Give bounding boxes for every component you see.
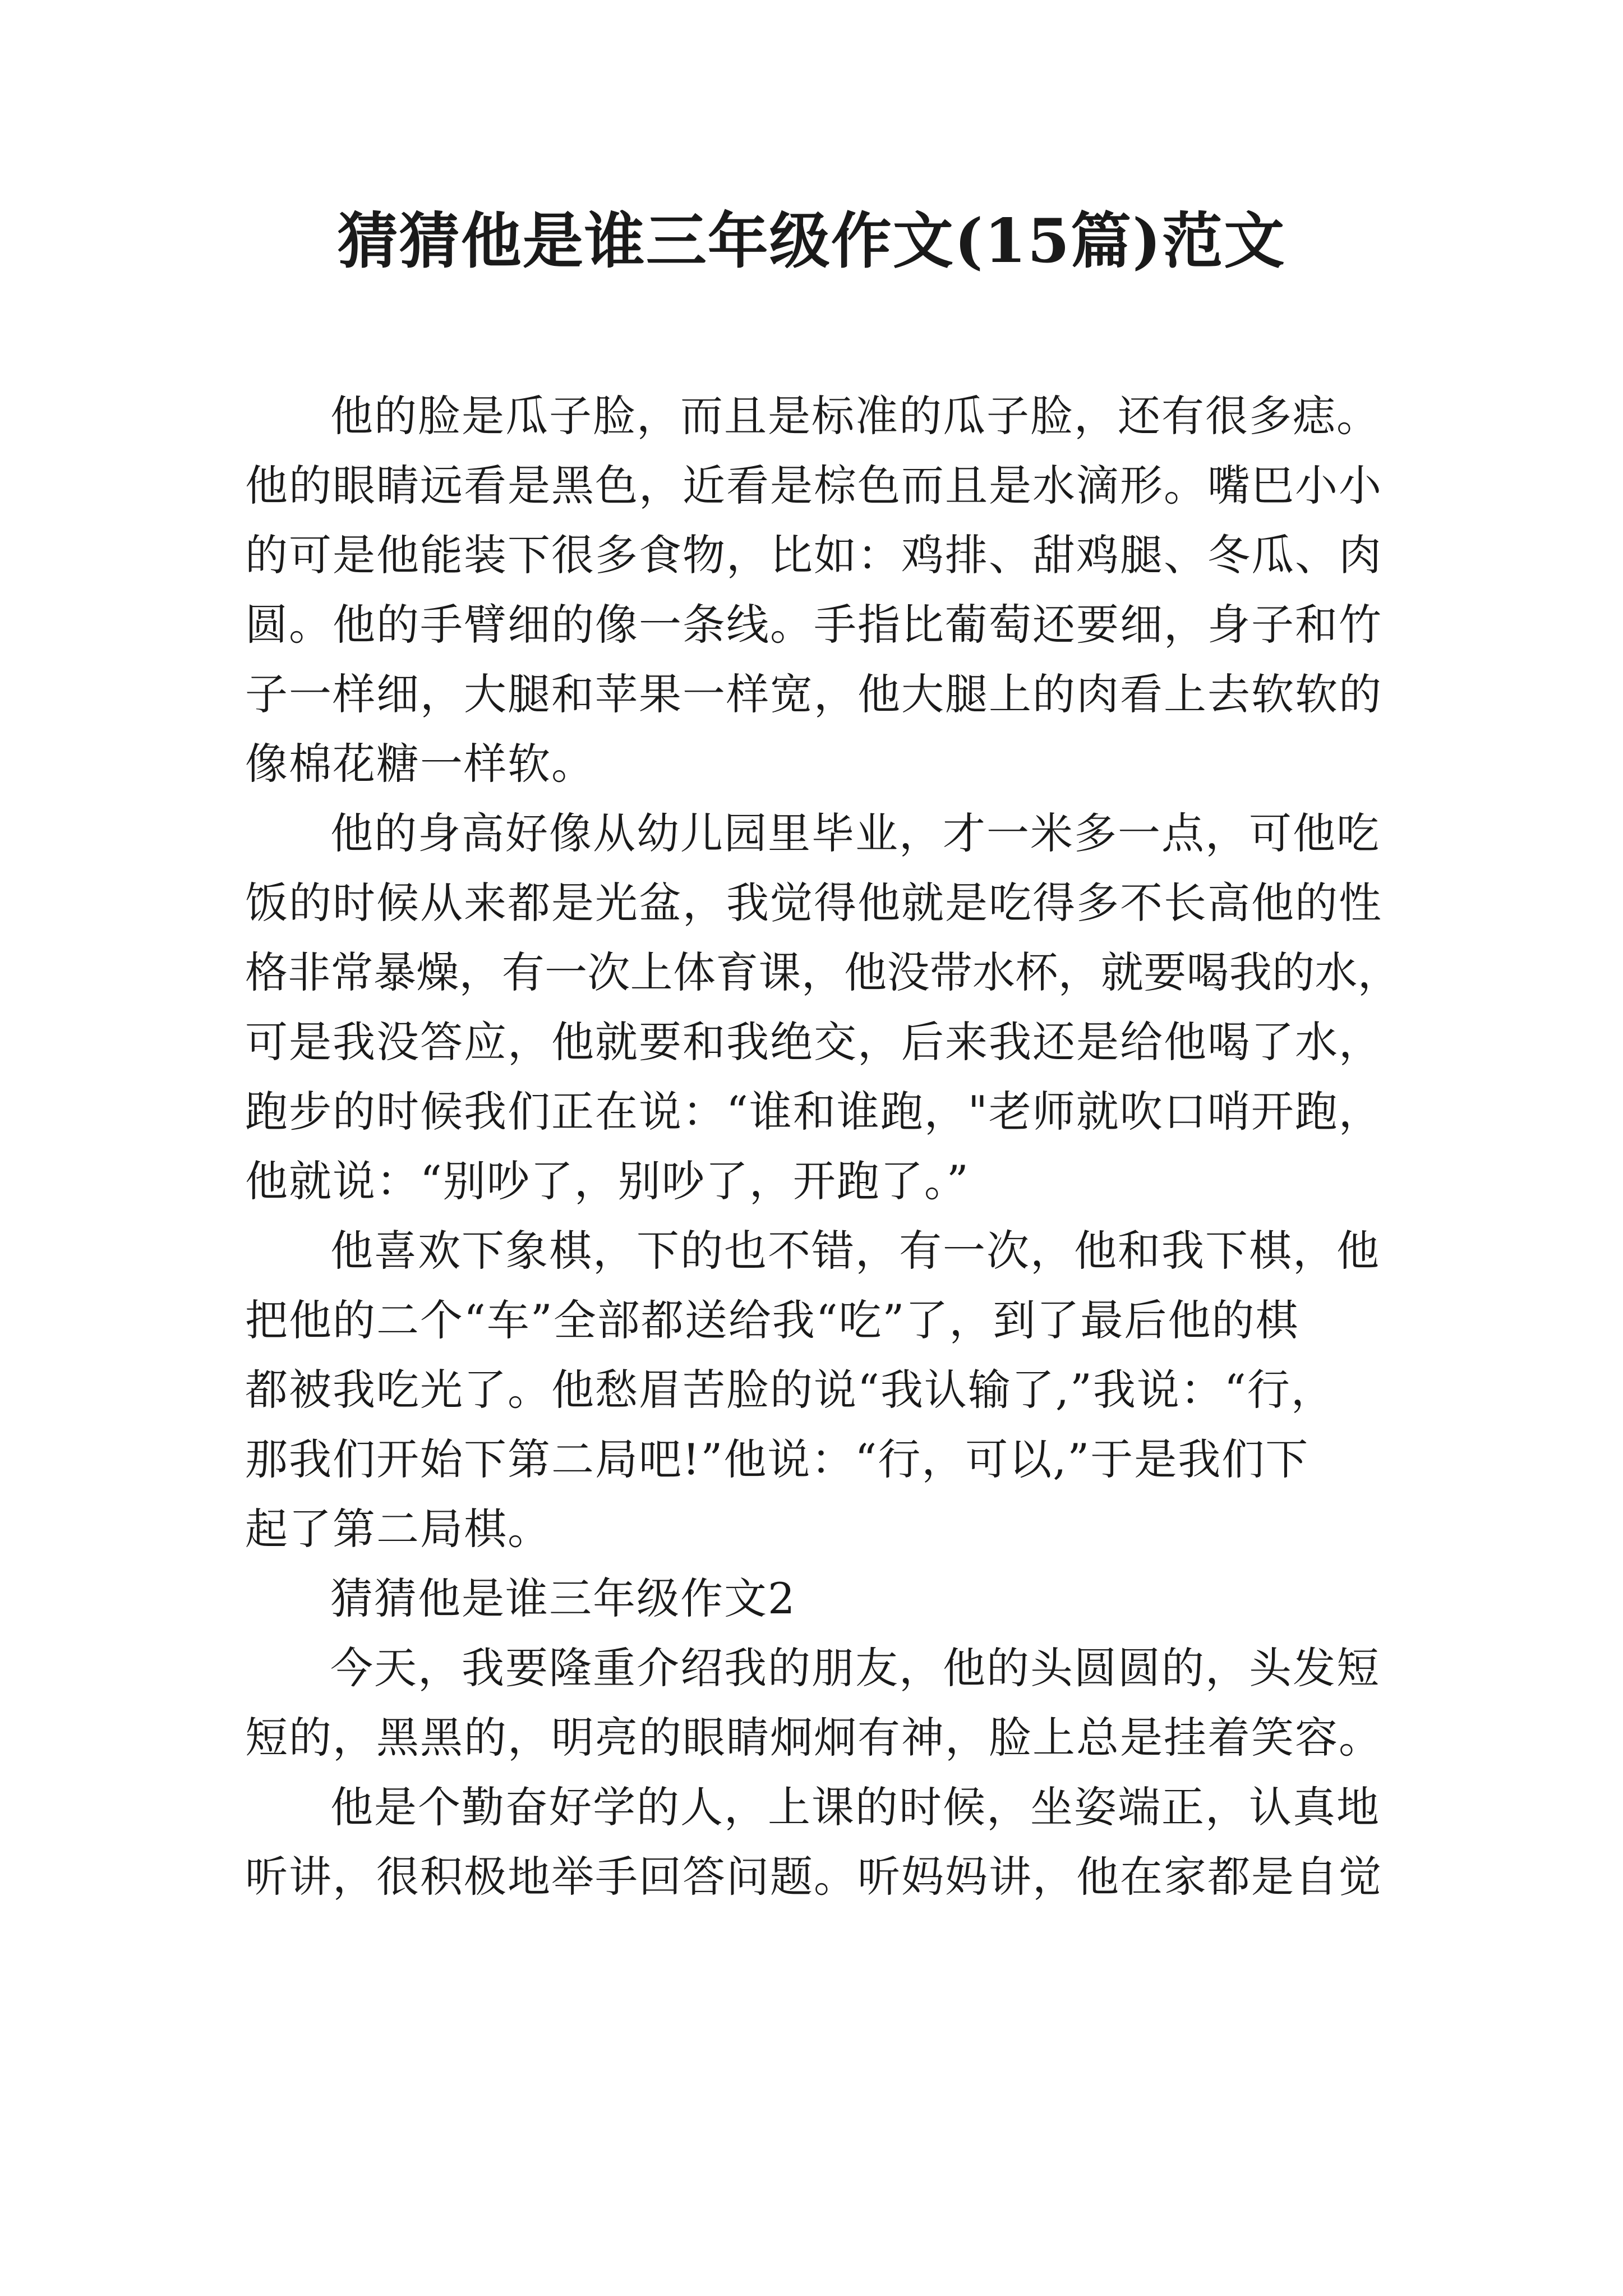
text-line: 子一样细，大腿和苹果一样宽，他大腿上的肉看上去软软的 xyxy=(245,669,1382,719)
text-line: 把他的二个“车”全部都送给我“吃”了，到了最后他的棋 xyxy=(245,1295,1299,1345)
text-line: 他喜欢下象棋，下的也不错，有一次，他和我下棋，他 xyxy=(330,1226,1380,1276)
text-line: 听讲，很积极地举手回答问题。听妈妈讲，他在家都是自觉 xyxy=(245,1852,1382,1902)
text-line: 他的身高好像从幼儿园里毕业，才一米多一点，可他吃 xyxy=(330,808,1380,858)
text-line: 猜猜他是谁三年级作文2 xyxy=(330,1573,796,1623)
document-title: 猜猜他是谁三年级作文(15篇)范文 xyxy=(337,206,1286,277)
text-line: 圆。他的手臂细的像一条线。手指比葡萄还要细，身子和竹 xyxy=(245,600,1382,650)
text-line: 短的，黑黑的，明亮的眼睛炯炯有神，脸上总是挂着笑容。 xyxy=(245,1713,1382,1763)
text-line: 格非常暴燥，有一次上体育课，他没带水杯，就要喝我的水， xyxy=(245,947,1400,997)
text-line: 可是我没答应，他就要和我绝交，后来我还是给他喝了水， xyxy=(245,1017,1382,1067)
text-line: 跑步的时候我们正在说：“谁和谁跑，"老师就吹口哨开跑， xyxy=(245,1087,1382,1137)
text-line: 他的脸是瓜子脸，而且是标准的瓜子脸，还有很多痣。 xyxy=(330,391,1380,441)
text-line: 的可是他能装下很多食物，比如：鸡排、甜鸡腿、冬瓜、肉 xyxy=(245,530,1382,580)
text-line: 饭的时候从来都是光盆，我觉得他就是吃得多不长高他的性 xyxy=(245,878,1382,928)
document-body xyxy=(245,381,1400,1912)
text-line: 他就说：“别吵了，别吵了，开跑了。” xyxy=(245,1156,970,1206)
text-line: 像棉花糖一样软。 xyxy=(245,739,595,789)
text-line: 他是个勤奋好学的人，上课的时候，坐姿端正，认真地 xyxy=(330,1782,1380,1832)
text-line: 那我们开始下第二局吧!”他说：“行，可以,”于是我们下 xyxy=(245,1434,1310,1484)
text-line: 今天，我要隆重介绍我的朋友，他的头圆圆的，头发短 xyxy=(330,1643,1380,1693)
text-line: 都被我吃光了。他愁眉苦脸的说“我认输了,”我说：“行， xyxy=(245,1365,1335,1415)
text-line: 起了第二局棋。 xyxy=(245,1504,551,1554)
text-line: 他的眼睛远看是黑色，近看是棕色而且是水滴形。嘴巴小小 xyxy=(245,461,1382,510)
